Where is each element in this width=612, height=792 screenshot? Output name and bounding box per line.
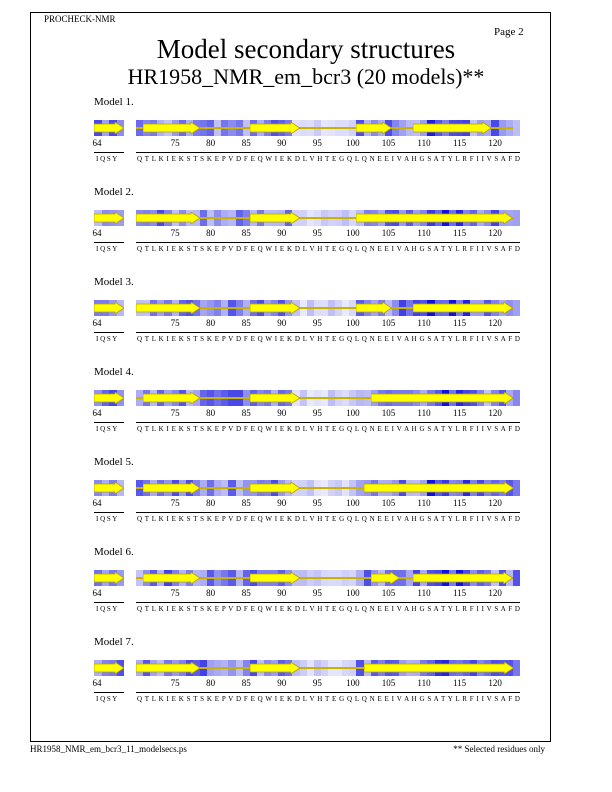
tick-label: 85: [241, 138, 251, 148]
tick-label: 100: [346, 228, 360, 238]
tick-label: 95: [312, 678, 322, 688]
secondary-structure-track: [94, 480, 520, 496]
beta-strand-arrow: [413, 302, 513, 314]
beta-strand-arrow: [364, 662, 513, 674]
residue-ticks: [94, 588, 520, 600]
tick-label: 95: [312, 138, 322, 148]
model-row: [0, 456, 612, 546]
tick-label: 115: [452, 588, 467, 598]
tick-label: 120: [488, 588, 502, 598]
beta-strand-arrow: [94, 122, 124, 134]
beta-strand-arrow: [250, 572, 300, 584]
tick-label: 85: [241, 678, 251, 688]
tick-label: 75: [170, 318, 180, 328]
beta-strand-arrow: [143, 122, 200, 134]
secondary-structure-track: [94, 570, 520, 586]
tick-label: 95: [312, 498, 322, 508]
sequence-segment-2: Q T L K I E K S T S K E P V D F E Q W I E K D L V H T E G Q L Q N E E I V A H G S A T Y L R F I I V S A F D: [137, 155, 520, 163]
footer-filename: HR1958_NMR_em_bcr3_11_modelsecs.ps: [30, 744, 187, 754]
tick-label: 64: [92, 138, 102, 148]
residue-ticks: [94, 318, 520, 330]
beta-strand-arrow: [94, 392, 124, 404]
model-label: Model 1.: [94, 96, 134, 108]
sequence-segment-2: Q T L K I E K S T S K E P V D F E Q W I E K D L V H T E G Q L Q N E E I V A H G S A T Y L R F I I V S A F D: [137, 695, 520, 703]
tick-label: 75: [170, 498, 180, 508]
residue-ticks: [94, 228, 520, 240]
tick-label: 90: [277, 408, 287, 418]
beta-strand-arrow: [143, 482, 200, 494]
tick-label: 80: [206, 588, 216, 598]
sequence-segment-2: Q T L K I E K S T S K E P V D F E Q W I E K D L V H T E G Q L Q N E E I V A H G S A T Y L R F I I V S A F D: [137, 605, 520, 613]
tick-label: 95: [312, 408, 322, 418]
sequence-segment-2: Q T L K I E K S T S K E P V D F E Q W I E K D L V H T E G Q L Q N E E I V A H G S A T Y L R F I I V S A F D: [137, 245, 520, 253]
page-subtitle: HR1958_NMR_em_bcr3 (20 models)**: [127, 64, 485, 89]
tick-label: 115: [452, 318, 467, 328]
tick-label: 120: [488, 138, 502, 148]
beta-strand-arrow: [136, 212, 200, 224]
tick-label: 85: [241, 498, 251, 508]
tick-label: 80: [206, 408, 216, 418]
tick-label: 75: [170, 678, 180, 688]
tick-label: 120: [488, 318, 502, 328]
sequence-segment-1: I Q S Y: [96, 425, 118, 433]
beta-strand-arrow: [250, 392, 300, 404]
beta-strand-arrow: [250, 662, 300, 674]
tick-label: 110: [417, 318, 431, 328]
footer-note: ** Selected residues only: [453, 744, 545, 754]
sequence-segment-2: Q T L K I E K S T S K E P V D F E Q W I E K D L V H T E G Q L Q N E E I V A H G S A T Y L R F I I V S A F D: [137, 515, 520, 523]
beta-strand-arrow: [250, 212, 300, 224]
sequence-segment-1: I Q S Y: [96, 605, 118, 613]
tick-label: 120: [488, 408, 502, 418]
tick-label: 100: [346, 588, 360, 598]
program-name: PROCHECK-NMR: [44, 14, 116, 24]
tick-label: 90: [277, 318, 287, 328]
tick-label: 110: [417, 678, 431, 688]
beta-strand-arrow: [356, 212, 512, 224]
secondary-structure-track: [94, 660, 520, 676]
sequence-rule: [94, 692, 124, 693]
tick-label: 85: [241, 588, 251, 598]
secondary-structure-track: [94, 120, 520, 136]
tick-label: 75: [170, 588, 180, 598]
model-row: [0, 546, 612, 636]
tick-label: 75: [170, 138, 180, 148]
tick-label: 100: [346, 318, 360, 328]
beta-strand-arrow: [94, 482, 124, 494]
residue-ticks: [94, 408, 520, 420]
tick-label: 120: [488, 228, 502, 238]
beta-strand-arrow: [143, 392, 200, 404]
model-label: Model 2.: [94, 186, 134, 198]
tick-label: 115: [452, 408, 467, 418]
tick-label: 110: [417, 408, 431, 418]
tick-label: 95: [312, 588, 322, 598]
tick-label: 110: [417, 588, 431, 598]
beta-strand-arrow: [250, 482, 300, 494]
beta-strand-arrow: [364, 482, 513, 494]
beta-strand-arrow: [250, 122, 300, 134]
tick-label: 120: [488, 498, 502, 508]
tick-label: 64: [92, 678, 102, 688]
tick-label: 100: [346, 678, 360, 688]
tick-label: 90: [277, 228, 287, 238]
tick-label: 100: [346, 498, 360, 508]
secondary-structure-track: [94, 300, 520, 316]
page-title: Model secondary structures: [156, 34, 456, 64]
sequence-rule: [94, 602, 124, 603]
tick-label: 95: [312, 318, 322, 328]
tick-label: 85: [241, 408, 251, 418]
beta-strand-arrow: [94, 302, 124, 314]
tick-label: 85: [241, 228, 251, 238]
sequence-segment-1: I Q S Y: [96, 695, 118, 703]
beta-strand-arrow: [94, 662, 124, 674]
tick-label: 75: [170, 408, 180, 418]
page-number: Page 2: [494, 26, 524, 38]
tick-label: 110: [417, 138, 431, 148]
sequence-rule: [136, 242, 520, 243]
beta-strand-arrow: [250, 302, 300, 314]
residue-ticks: [94, 138, 520, 150]
tick-label: 64: [92, 228, 102, 238]
tick-label: 120: [488, 678, 502, 688]
tick-label: 90: [277, 138, 287, 148]
tick-label: 115: [452, 678, 467, 688]
tick-label: 90: [277, 498, 287, 508]
secondary-structure-track: [94, 210, 520, 226]
tick-label: 105: [381, 408, 396, 418]
model-row: [0, 96, 612, 186]
model-label: Model 5.: [94, 456, 134, 468]
beta-strand-arrow: [371, 392, 513, 404]
model-list: [0, 96, 612, 726]
sequence-segment-1: I Q S Y: [96, 155, 118, 163]
tick-label: 105: [381, 498, 396, 508]
tick-label: 105: [381, 228, 396, 238]
beta-strand-arrow: [136, 302, 200, 314]
model-label: Model 4.: [94, 366, 134, 378]
sequence-rule: [94, 422, 124, 423]
beta-strand-arrow: [136, 662, 200, 674]
tick-label: 64: [92, 588, 102, 598]
residue-ticks: [94, 678, 520, 690]
secondary-structure-track: [94, 390, 520, 406]
sequence-segment-1: I Q S Y: [96, 335, 118, 343]
sequence-rule: [94, 242, 124, 243]
tick-label: 115: [452, 498, 467, 508]
beta-strand-arrow: [371, 572, 399, 584]
tick-label: 90: [277, 588, 287, 598]
tick-label: 90: [277, 678, 287, 688]
sequence-segment-1: I Q S Y: [96, 515, 118, 523]
beta-strand-arrow: [94, 212, 124, 224]
sequence-rule: [136, 602, 520, 603]
tick-label: 115: [452, 138, 467, 148]
beta-strand-arrow: [356, 302, 392, 314]
sequence-rule: [136, 332, 520, 333]
tick-label: 105: [381, 318, 396, 328]
beta-strand-arrow: [356, 122, 392, 134]
sequence-segment-2: Q T L K I E K S T S K E P V D F E Q W I E K D L V H T E G Q L Q N E E I V A H G S A T Y L R F I I V S A F D: [137, 425, 520, 433]
model-label: Model 7.: [94, 636, 134, 648]
tick-label: 85: [241, 318, 251, 328]
tick-label: 75: [170, 228, 180, 238]
tick-label: 105: [381, 588, 396, 598]
model-label: Model 3.: [94, 276, 134, 288]
tick-label: 80: [206, 678, 216, 688]
tick-label: 100: [346, 138, 360, 148]
tick-label: 105: [381, 678, 396, 688]
tick-label: 80: [206, 318, 216, 328]
tick-label: 64: [92, 408, 102, 418]
residue-ticks: [94, 498, 520, 510]
beta-strand-arrow: [143, 572, 200, 584]
model-row: [0, 636, 612, 726]
model-row: [0, 186, 612, 276]
tick-label: 80: [206, 498, 216, 508]
tick-label: 105: [381, 138, 396, 148]
sequence-segment-1: I Q S Y: [96, 245, 118, 253]
sequence-rule: [136, 152, 520, 153]
sequence-rule: [136, 512, 520, 513]
tick-label: 110: [417, 498, 431, 508]
sequence-rule: [136, 692, 520, 693]
tick-label: 64: [92, 318, 102, 328]
model-row: [0, 366, 612, 456]
model-row: [0, 276, 612, 366]
tick-label: 64: [92, 498, 102, 508]
beta-strand-arrow: [94, 572, 124, 584]
model-label: Model 6.: [94, 546, 134, 558]
sequence-segment-2: Q T L K I E K S T S K E P V D F E Q W I E K D L V H T E G Q L Q N E E I V A H G S A T Y L R F I I V S A F D: [137, 335, 520, 343]
tick-label: 95: [312, 228, 322, 238]
sequence-rule: [136, 422, 520, 423]
tick-label: 115: [452, 228, 467, 238]
beta-strand-arrow: [413, 122, 491, 134]
sequence-rule: [94, 332, 124, 333]
beta-strand-arrow: [413, 572, 513, 584]
tick-label: 80: [206, 138, 216, 148]
tick-label: 80: [206, 228, 216, 238]
tick-label: 100: [346, 408, 360, 418]
tick-label: 110: [417, 228, 431, 238]
sequence-rule: [94, 152, 124, 153]
sequence-rule: [94, 512, 124, 513]
